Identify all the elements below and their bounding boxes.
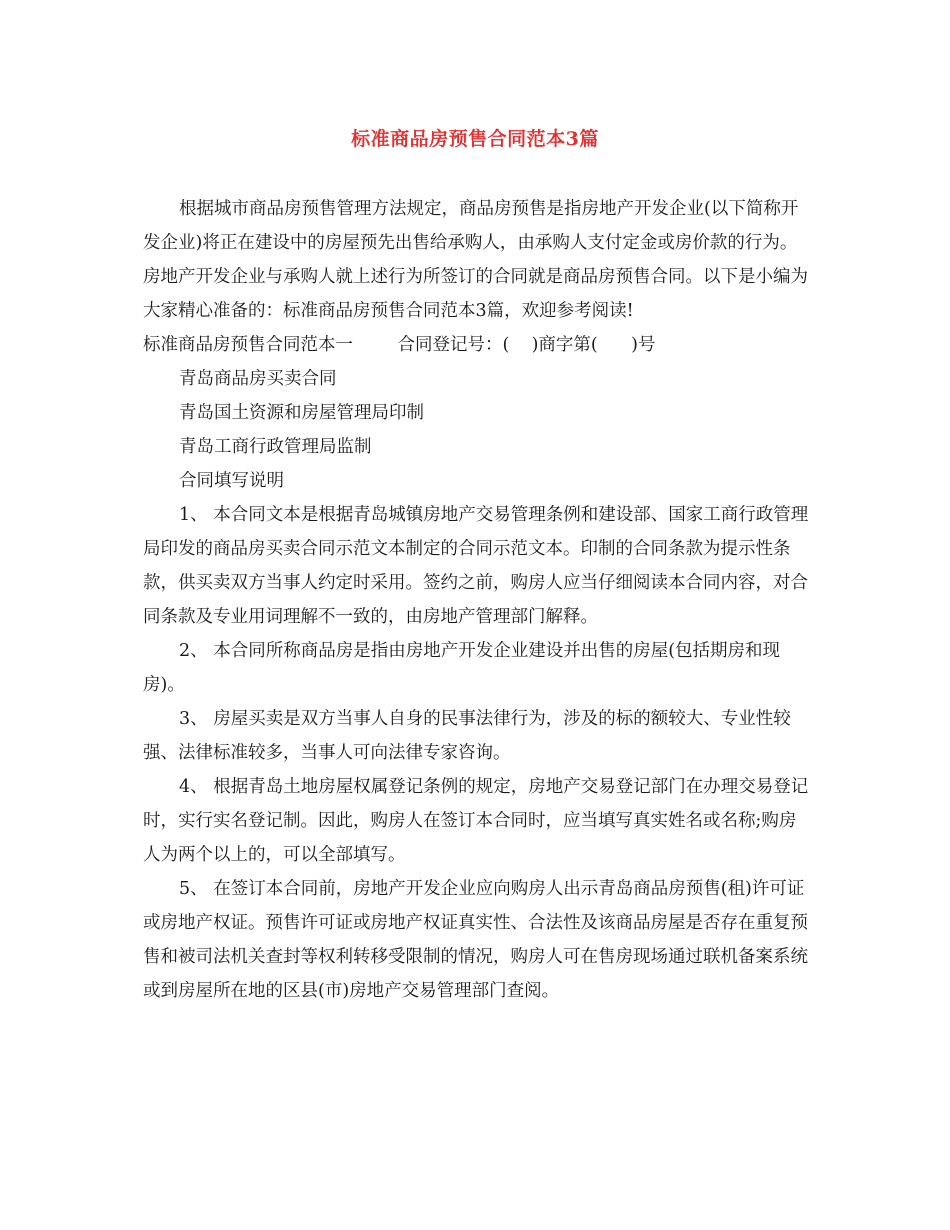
instruction-item-3: 3、 房屋买卖是双方当事人自身的民事法律行为，涉及的标的额较大、专业性较强、法律标准较多，当事人可向法律专家咨询。: [143, 709, 791, 763]
instruction-item-1: 1、 本合同文本是根据青岛城镇房地产交易管理条例和建设部、国家工商行政管理局印发的商品房买卖合同示范文本制定的合同示范文本。印制的合同条款为提示性条款，供买卖双方当事人约定时采用。签约之前，购房人应当仔细阅读本合同内容，对合同条款及专业用词理解不一致的，由房地产管理部门解释。: [143, 505, 809, 627]
registration-number: 合同登记号：( )商字第( )号: [397, 335, 656, 355]
section-heading-line: [143, 328, 811, 362]
instruction-item-4: 4、 根据青岛土地房屋权属登记条例的规定，房地产交易登记部门在办理交易登记时，实行实名登记制。因此，购房人在签订本合同时，应当填写真实姓名或名称;购房人为两个以上的，可以全部填写。: [143, 777, 809, 865]
instructions-heading: 合同填写说明: [179, 471, 284, 491]
document-body: [143, 192, 811, 1008]
contract-name: 青岛商品房买卖合同: [179, 369, 337, 389]
printed-by: 青岛国土资源和房屋管理局印制: [179, 403, 424, 423]
document-title: 标准商品房预售合同范本3篇: [351, 128, 599, 150]
section-heading: 标准商品房预售合同范本一: [143, 335, 353, 355]
intro-paragraph: 根据城市商品房预售管理方法规定，商品房预售是指房地产开发企业(以下简称开发企业)将正在建设中的房屋预先出售给承购人，由承购人支付定金或房价款的行为。房地产开发企业与承购人就上述行为所签订的合同就是商品房预售合同。以下是小编为大家精心准备的：标准商品房预售合同范本3篇，欢迎参考阅读!: [143, 199, 808, 321]
instruction-item-2: 2、 本合同所称商品房是指由房地产开发企业建设并出售的房屋(包括期房和现房)。: [143, 641, 781, 695]
supervised-by: 青岛工商行政管理局监制: [179, 437, 372, 457]
instruction-item-5: 5、 在签订本合同前，房地产开发企业应向购房人出示青岛商品房预售(租)许可证或房地产权证。预售许可证或房地产权证真实性、合法性及该商品房屋是否存在重复预售和被司法机关查封等权利转移受限制的情况，购房人可在售房现场通过联机备案系统或到房屋所在地的区县(市)房地产交易管理部门查阅。: [143, 879, 808, 1001]
